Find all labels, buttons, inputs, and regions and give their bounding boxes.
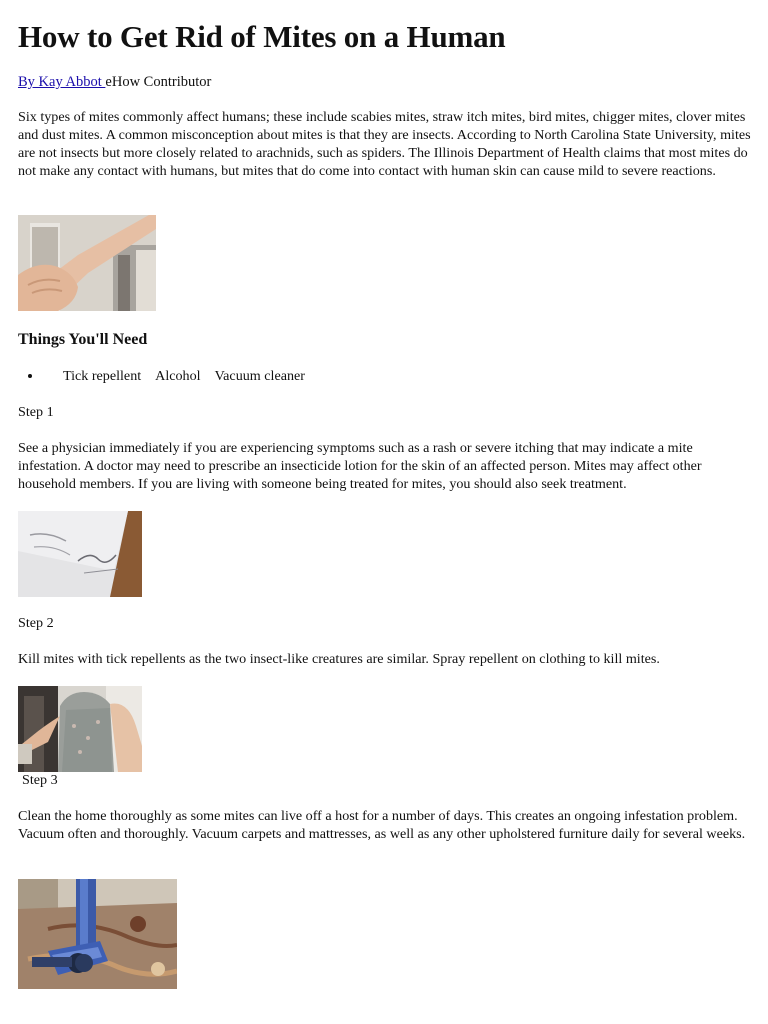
step-3-label: Step 3 [22,772,58,788]
thing-vacuum-cleaner: Vacuum cleaner [214,368,305,384]
byline [18,73,211,91]
thing-tick-repellent: Tick repellent [63,368,142,384]
step-1-label: Step 1 [18,404,54,420]
prescription-image [18,511,142,597]
article-title: How to Get Rid of Mites on a Human [18,19,506,54]
author-link[interactable]: By Kay Abbot [18,74,106,90]
step-1-text: See a physician immediately if you are experiencing symptoms such as a rash or severe itching that may indicate a mite infestation. A doctor may need to prescribe an insecticide lotion for the skin of an affected person. Mites may affect other household members. If you are living with someone being treated for mites, you should also seek treatment. [18,440,702,492]
things-heading: Things You'll Need [18,331,148,348]
vacuum-cleaner-image [18,879,177,989]
step-2-text: Kill mites with tick repellents as the two insect-like creatures are similar. Spray repellent on clothing to kill mites. [18,651,660,667]
thing-alcohol: Alcohol [155,368,201,384]
spray-repellent-image [18,686,142,772]
author-role: eHow Contributor [105,74,212,90]
list-item [43,367,319,385]
step-3-text: Clean the home thoroughly as some mites can live off a host for a number of days. This creates an ongoing infestation problem. Vacuum often and thoroughly. Vacuum carpets and mattresses, as well as any other upholstered furniture daily for several weeks. [18,808,746,842]
scratching-arm-image [18,215,156,311]
step-2-label: Step 2 [18,615,54,631]
things-list [18,367,319,385]
intro-paragraph: Six types of mites commonly affect humans; these include scabies mites, straw itch mites, bird mites, chigger mites, clover mites and dust mites. A common misconception about mites is that they are insects. According to North Carolina State University, mites are not insects but more closely related to arachnids, such as spiders. The Illinois Department of Health claims that most mites do not make any contact with humans, but mites that do come into contact with human skin can cause mild to severe reactions. [18,109,751,179]
